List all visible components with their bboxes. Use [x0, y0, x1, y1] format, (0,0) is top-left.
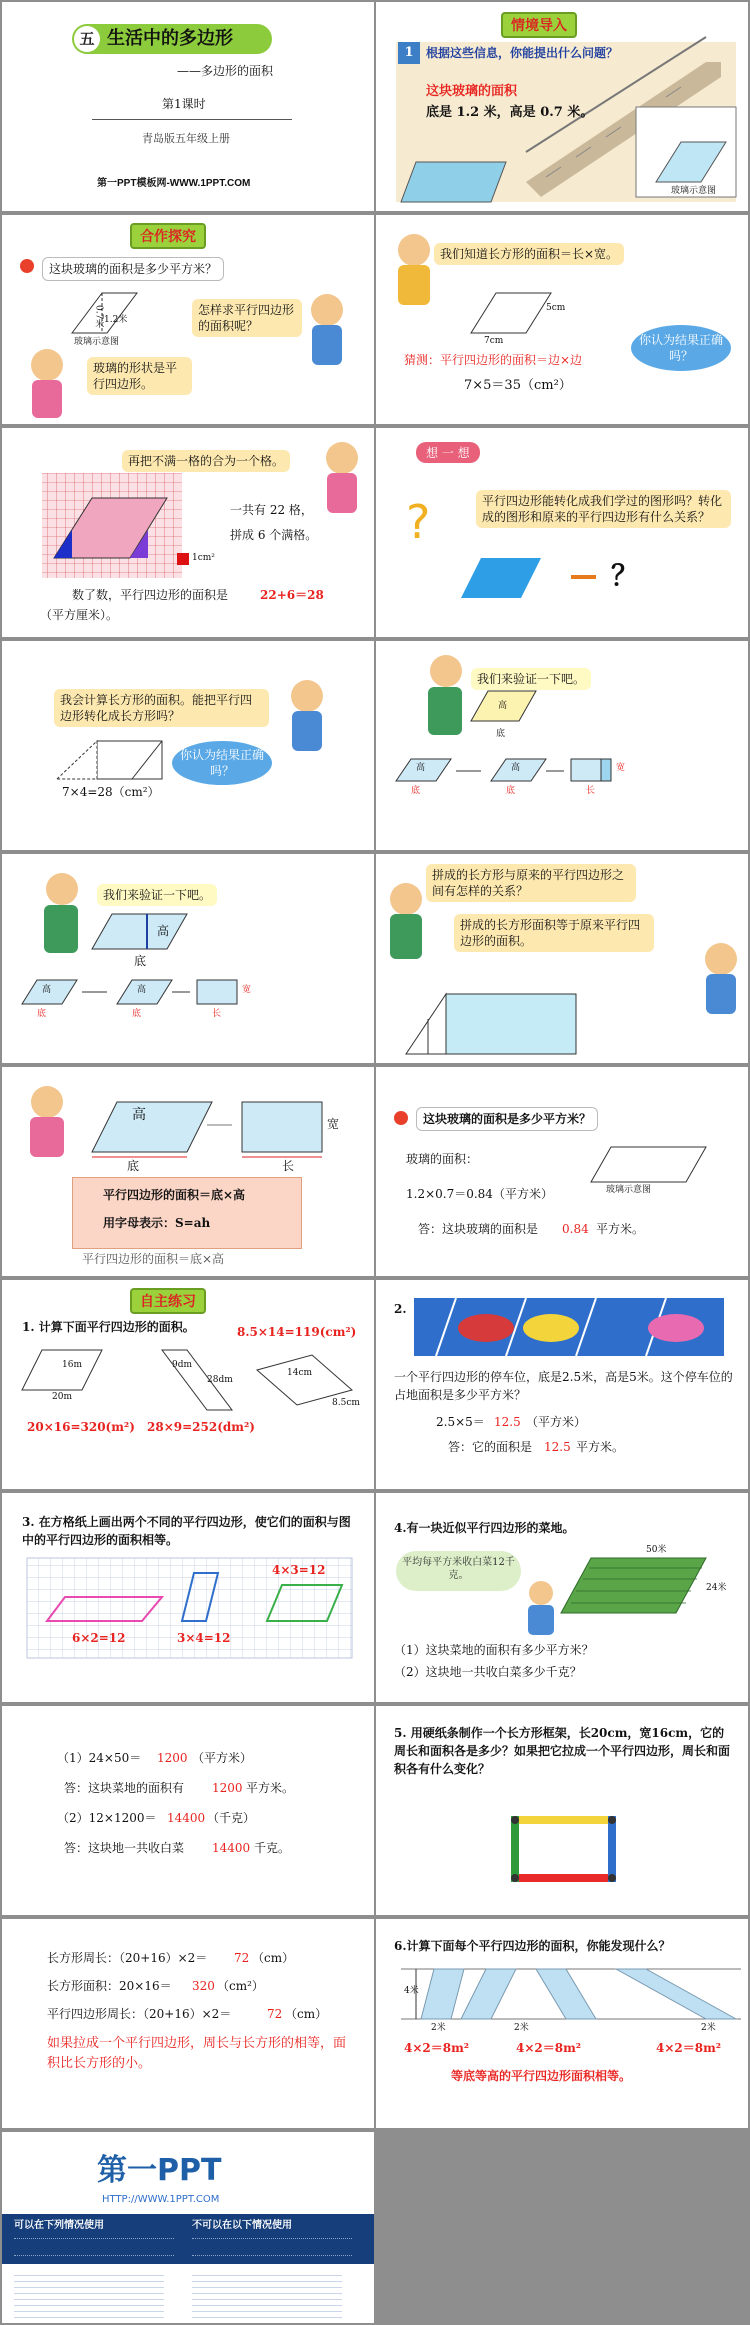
svg-text:?: ? [406, 495, 431, 549]
rect-area-unit: （cm²） [217, 1979, 264, 1993]
subtitle: ——多边形的面积 [177, 64, 274, 78]
unit: 1cm² [192, 553, 215, 563]
bubble-merge: 再把不满一格的合为一个格。 [122, 450, 290, 472]
answer-2: 4×2＝8m² [516, 2041, 582, 2055]
answer-2: 28×9=252(dm²) [147, 1420, 255, 1434]
question-number: 2. [394, 1302, 407, 1316]
dim-base: 1.2米 [104, 315, 128, 325]
label-base: 底 [127, 1159, 140, 1173]
area-label: 玻璃的面积： [406, 1152, 479, 1166]
bubble-ask: 你认为结果正确吗？ [172, 741, 272, 785]
equation: 7×5＝35（cm²） [464, 378, 572, 393]
answer-2: 3×4=12 [177, 1631, 231, 1645]
answer: 答：这块玻璃的面积是 [418, 1222, 539, 1236]
question: 3. 在方格纸上画出两个不同的平行四边形，使它们的面积与图中的平行四边形的面积相等。 [22, 1515, 351, 1547]
bubble-harvest: 平均每平方米收白菜12千克。 [396, 1551, 521, 1591]
dim-b3: 14cm [287, 1368, 313, 1378]
step1-b: 底 [411, 786, 421, 796]
logo-url: HTTP://WWW.1PPT.COM [102, 2194, 220, 2205]
calc-2-unit: （千克） [207, 1811, 256, 1825]
calc: 1.2×0.7＝0.84（平方米） [406, 1187, 553, 1201]
answer-unit: 平方米。 [576, 1440, 625, 1454]
bubble-verify: 我们来验证一下吧。 [471, 668, 591, 690]
book-name: 青岛版五年级上册 [142, 132, 230, 145]
step2-h: 高 [137, 985, 147, 995]
slide-practice-1 [2, 1280, 374, 1489]
label-base-3: 2米 [701, 2023, 716, 2033]
step3-w: 宽 [242, 985, 252, 995]
label-height: 4米 [404, 1986, 419, 1996]
glass-diagram [376, 1067, 748, 1276]
question: 根据这些信息，你能提出什么问题？ [426, 46, 619, 60]
answer-1: 答：这块菜地的面积有 [64, 1781, 185, 1795]
label-base: 底 [134, 954, 147, 968]
count-total: 一共有 22 格， [230, 503, 313, 517]
slide-credits [2, 2132, 374, 2323]
links-area [2, 2264, 374, 2323]
dim-height: 24米 [706, 1583, 727, 1593]
formula: 平行四边形的面积＝底×高 [103, 1188, 246, 1202]
slide-formula [2, 1067, 374, 1276]
answer-2-unit: 千克。 [254, 1841, 291, 1855]
dim-h2: 9dm [172, 1360, 193, 1370]
bubble-how: 怎样求平行四边形的面积呢？ [192, 299, 302, 337]
dim-b2: 28dm [207, 1375, 233, 1385]
slide-practice-3 [2, 1493, 374, 1702]
dim-h1: 16m [62, 1360, 82, 1370]
step3-w: 宽 [616, 763, 626, 773]
answer: 答：它的面积是 [448, 1440, 533, 1454]
answer-1: 20×16=320(m²) [27, 1420, 135, 1434]
problem: 一个平行四边形的停车位，底是2.5米，高是5米。这个停车位的占地面积是多少平方米？ [394, 1370, 733, 1402]
slide-glass-answer [376, 1067, 748, 1276]
calc-1-unit: （平方米） [192, 1751, 253, 1765]
divider [92, 119, 292, 120]
lesson: 第1课时 [162, 97, 206, 111]
answer-3: 8.5×14=119(cm²) [237, 1325, 357, 1339]
answer-3: 4×2＝8m² [656, 2041, 722, 2055]
slide-practice-2 [376, 1280, 748, 1489]
formula-behind: 平行四边形的面积＝底×高 [82, 1252, 225, 1266]
dim-base: 50米 [646, 1545, 667, 1555]
formula-letters: 用字母表示：S=ah [103, 1216, 211, 1230]
practice-shapes [2, 1280, 374, 1489]
answer-2-value: 14400 [212, 1841, 251, 1855]
step3-l: 长 [212, 1009, 222, 1019]
calc-answer: 12.5 [494, 1415, 521, 1429]
question: 这块玻璃的面积是多少平方米？ [416, 1107, 598, 1131]
question-1: （1）这块菜地的面积有多少平方米？ [394, 1643, 594, 1657]
dim-b1: 20m [52, 1392, 72, 1402]
think-figure [376, 428, 748, 637]
question: 1. 计算下面平行四边形的面积。 [22, 1320, 195, 1334]
answer-value: 12.5 [544, 1440, 571, 1454]
step1-b: 底 [37, 1009, 47, 1019]
label-height: 高 [132, 1107, 146, 1123]
result-text: 数了数，平行四边形的面积是 [72, 588, 229, 602]
answer-1: 6×2=12 [72, 1631, 126, 1645]
result-unit: （平方厘米）。 [40, 608, 119, 622]
answer-1-value: 1200 [212, 1781, 243, 1795]
slide-explore [2, 215, 374, 424]
dim-2: 5cm [546, 303, 566, 313]
banner: 情境导入 [501, 12, 577, 38]
step3-l: 长 [586, 786, 596, 796]
dim-1: 7cm [484, 336, 504, 346]
links-left [14, 2270, 164, 2318]
label-base-2: 2米 [514, 2023, 529, 2033]
equation: 7×4=28（cm²） [62, 785, 160, 799]
answer-1: 4×2＝8m² [404, 2041, 470, 2055]
slide-rectangle-area [376, 215, 748, 424]
step1-h: 高 [416, 763, 426, 773]
step2-b: 底 [506, 786, 516, 796]
col-allowed: 可以在下列情况使用 [14, 2220, 104, 2231]
slide-think [376, 428, 748, 637]
bubble-shape: 玻璃的形状是平行四边形。 [87, 357, 192, 395]
question: 5. 用硬纸条制作一个长方形框架，长20cm，宽16cm，它的周长和面积各是多少？如果把它拉成一个平行四边形，周长和面积各有什么变化？ [394, 1726, 731, 1776]
logo: 第一PPT [97, 2153, 222, 2188]
site-text: 第一PPT模板网-WWW.1PPT.COM [97, 178, 251, 189]
bubble-ask: 你认为结果正确吗？ [631, 325, 731, 371]
conclusion: 如果拉成一个平行四边形，周长与长方形的相等，面积比长方形的小。 [47, 2036, 347, 2071]
links-right [192, 2270, 342, 2318]
slide-grid-count [2, 428, 374, 637]
rect-perimeter-value: 72 [234, 1951, 250, 1965]
slide-answer-5 [2, 1919, 374, 2128]
bubble-verify: 我们来验证一下吧。 [97, 884, 217, 906]
forbidden-lines [192, 2238, 352, 2256]
slide-intro [376, 2, 748, 211]
guess: 猜测：平行四边形的面积＝边×边 [404, 353, 583, 367]
dim-height: 0.7米 [93, 305, 104, 329]
question: 这块玻璃的面积是多少平方米？ [42, 257, 224, 281]
label-height: 高 [157, 924, 170, 938]
frame-figure [376, 1706, 748, 1915]
unit-number: 五 [74, 26, 100, 52]
bubble-rect: 我会计算长方形的面积。能把平行四边形转化成长方形吗？ [54, 689, 269, 727]
answer-3: 4×3=12 [272, 1563, 326, 1577]
caption: 玻璃示意图 [606, 1185, 652, 1195]
question-mark: ？ [611, 559, 640, 592]
result-sum: 22+6＝28 [260, 588, 324, 602]
bubble-answer: 拼成的长方形面积等于原来平行四边形的面积。 [454, 914, 654, 952]
step2-b: 底 [132, 1009, 142, 1019]
label-base-1: 2米 [431, 2023, 446, 2033]
bubble-question: 拼成的长方形与原来的平行四边形之间有怎样的关系？ [426, 864, 636, 902]
label-height: 高 [498, 701, 508, 711]
caption: 玻璃示意图 [671, 186, 717, 196]
rect-perimeter-unit: （cm） [252, 1951, 295, 1965]
formula-card [72, 1177, 302, 1249]
credits-panel [2, 2214, 374, 2323]
calc-1-value: 1200 [157, 1751, 188, 1765]
banner: 想 一 想 [416, 442, 480, 463]
slide-practice-5 [376, 1706, 748, 1915]
slide-verify-a [376, 641, 748, 850]
slide-title [2, 2, 374, 211]
answer-1-unit: 平方米。 [246, 1781, 295, 1795]
calc-2-value: 14400 [167, 1811, 206, 1825]
para-perimeter-unit: （cm） [285, 2007, 328, 2021]
question: 4.有一块近似平行四边形的菜地。 [394, 1521, 575, 1535]
slide-answer-4 [2, 1706, 374, 1915]
label-base: 底 [496, 729, 506, 739]
question: 6.计算下面每个平行四边形的面积，你能发现什么？ [394, 1939, 671, 1953]
para-perimeter: 平行四边形周长：（20+16）×2＝ [47, 2007, 232, 2021]
banner: 合作探究 [130, 223, 206, 249]
label-length: 长 [282, 1159, 295, 1173]
caption: 玻璃示意图 [74, 337, 120, 347]
slide-practice-6 [376, 1919, 748, 2128]
unit-title: 生活中的多边形 [107, 28, 233, 49]
conclusion: 等底等高的平行四边形面积相等。 [451, 2069, 632, 2083]
allowed-lines [14, 2238, 174, 2256]
answer-2: 答：这块地一共收白菜 [64, 1841, 185, 1855]
count-full: 拼成 6 个满格。 [230, 528, 318, 542]
question-2: （2）这块地一共收白菜多少千克？ [394, 1665, 582, 1679]
rect-perimeter: 长方形周长：（20+16）×2＝ [47, 1951, 208, 1965]
slide-verify-b [2, 854, 374, 1063]
question-line: 这块玻璃的面积 [426, 84, 518, 99]
info-line: 底是 1.2 米，高是 0.7 米。 [426, 105, 594, 120]
slide-relation [376, 854, 748, 1063]
answer-value: 0.84 [562, 1222, 589, 1236]
calc: 2.5×5＝ [436, 1415, 485, 1429]
question-number: 1 [398, 42, 420, 64]
calc-1: （1）24×50＝ [57, 1751, 142, 1765]
calc-unit: （平方米） [526, 1415, 587, 1429]
label-width: 宽 [327, 1117, 340, 1131]
calc-2: （2）12×1200＝ [57, 1811, 157, 1825]
step2-h: 高 [511, 763, 521, 773]
slide-convert [2, 641, 374, 850]
grid-figure [2, 1493, 374, 1702]
rect-area: 长方形面积：20×16＝ [47, 1979, 172, 1993]
slide-practice-4 [376, 1493, 748, 1702]
bubble-rect: 我们知道长方形的面积＝长×宽。 [434, 243, 624, 265]
step1-h: 高 [42, 985, 52, 995]
dim-h3: 8.5cm [332, 1398, 360, 1408]
para-perimeter-value: 72 [267, 2007, 283, 2021]
bubble-question: 平行四边形能转化成我们学过的图形吗？转化成的图形和原来的平行四边形有什么关系？ [476, 490, 731, 528]
banner: 自主练习 [130, 1288, 206, 1314]
rect-area-value: 320 [192, 1979, 215, 1993]
col-forbidden: 不可以在以下情况使用 [192, 2220, 292, 2231]
answer-unit: 平方米。 [596, 1222, 645, 1236]
